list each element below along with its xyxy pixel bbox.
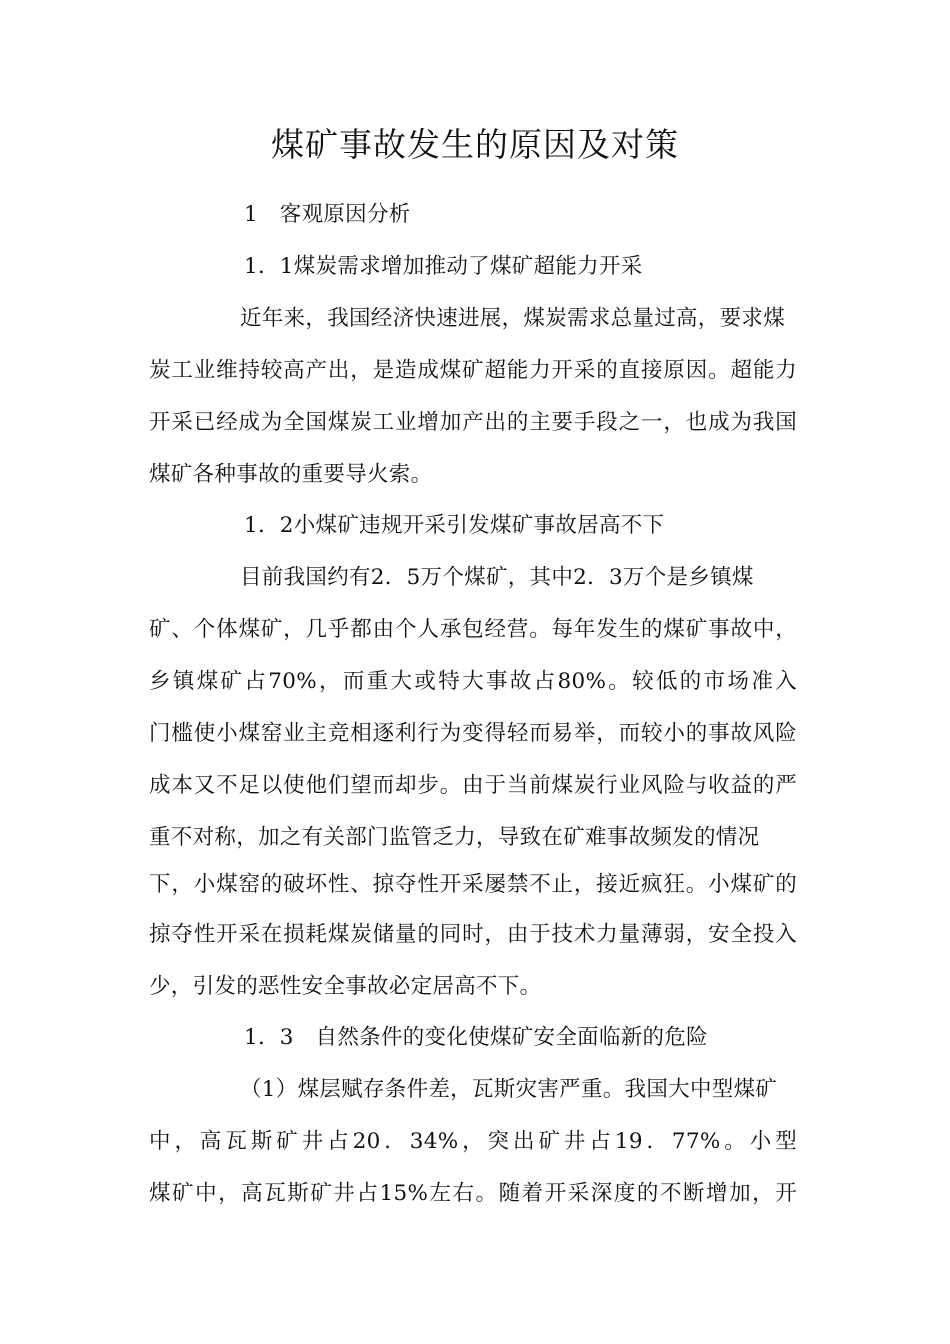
paragraph-line: 重不对称，加之有关部门监管乏力，导致在矿难事故频发的情况 [149, 825, 760, 850]
paragraph-line: 矿、个体煤矿，几乎都由个人承包经营。每年发生的煤矿事故中， [149, 617, 797, 642]
paragraph-line: 中，高瓦斯矿井占20．34%，突出矿井占19．77%。小型 [149, 1129, 797, 1154]
section-heading: 1 客观原因分析 [244, 202, 411, 227]
paragraph-line: 开采已经成为全国煤炭工业增加产出的主要手段之一，也成为我国 [149, 410, 797, 435]
paragraph-line: 下，小煤窑的破坏性、掠夺性开采屡禁不止，接近疯狂。小煤矿的 [149, 872, 797, 897]
paragraph-line: 门槛使小煤窑业主竞相逐利行为变得轻而易举，而较小的事故风险 [149, 721, 797, 746]
paragraph-line: （1）煤层赋存条件差，瓦斯灾害严重。我国大中型煤矿 [240, 1077, 778, 1102]
subsection-heading: 1．3 自然条件的变化使煤矿安全面临新的危险 [244, 1025, 708, 1050]
paragraph-line: 炭工业维持较高产出，是造成煤矿超能力开采的直接原因。超能力 [149, 358, 797, 383]
paragraph-line: 近年来，我国经济快速进展，煤炭需求总量过高，要求煤 [240, 306, 786, 331]
subsection-heading: 1．1煤炭需求增加推动了煤矿超能力开采 [244, 254, 643, 279]
paragraph-line: 少，引发的恶性安全事故必定居高不下。 [149, 974, 542, 999]
subsection-heading: 1．2小煤矿违规开采引发煤矿事故居高不下 [244, 513, 665, 538]
paragraph-line: 乡镇煤矿占70%，而重大或特大事故占80%。较低的市场准入 [149, 669, 797, 694]
paragraph-line: 煤矿各种事故的重要导火索。 [149, 462, 433, 487]
paragraph-line: 目前我国约有2．5万个煤矿，其中2．3万个是乡镇煤 [240, 565, 754, 590]
paragraph-line: 掠夺性开采在损耗煤炭储量的同时，由于技术力量薄弱，安全投入 [149, 922, 797, 947]
paragraph-line: 煤矿中，高瓦斯矿井占15%左右。随着开采深度的不断增加，开 [149, 1181, 797, 1206]
document-title: 煤矿事故发生的原因及对策 [271, 125, 679, 164]
paragraph-line: 成本又不足以使他们望而却步。由于当前煤炭行业风险与收益的严 [149, 773, 797, 798]
